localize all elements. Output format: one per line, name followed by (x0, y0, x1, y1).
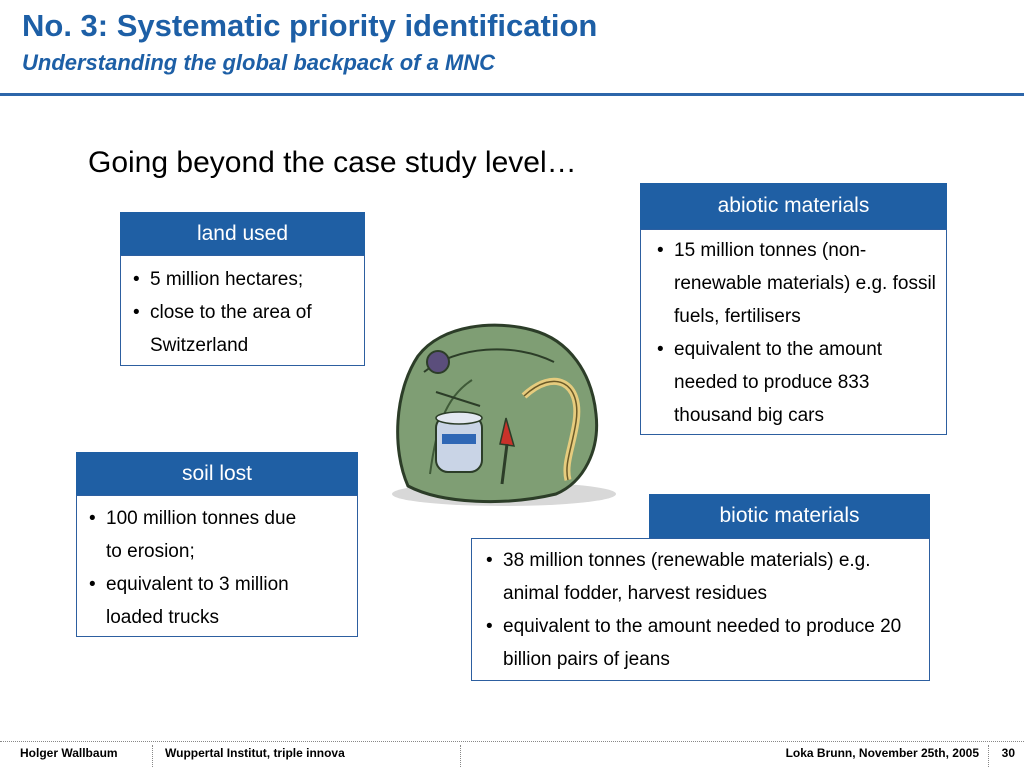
abiotic-materials-bullet: • 15 million tonnes (non-renewable materials) e.g. fossil fuels, fertilisers (651, 234, 936, 333)
page-number: 30 (1001, 746, 1015, 760)
canister-band (442, 434, 476, 444)
soil-lost-bullet: • 100 million tonnes due to erosion; (83, 502, 301, 568)
abiotic-materials-panel (640, 229, 947, 435)
biotic-materials-bullet: • equivalent to the amount needed to produce 20 billion pairs of jeans (480, 610, 919, 676)
land-used-panel (120, 255, 365, 366)
footer-divider (0, 741, 1024, 742)
land-used-bullet: • 5 million hectares; (127, 263, 358, 296)
land-used-title: land used (196, 222, 289, 245)
biotic-materials-panel (471, 538, 930, 681)
slide-title: No. 3: Systematic priority identification (22, 8, 598, 43)
soil-lost-panel (76, 495, 358, 637)
biotic-materials-bullet: • 38 million tonnes (renewable materials) e.g. animal fodder, harvest residues (480, 544, 919, 610)
footer-separator (152, 745, 153, 767)
canister-lid (436, 412, 482, 424)
header-divider (0, 93, 1024, 96)
lead-text: Going beyond the case study level… (88, 146, 577, 179)
footer-author: Holger Wallbaum (20, 746, 118, 760)
backpack-illustration (386, 318, 630, 510)
footer-event: Loka Brunn, November 25th, 2005 (785, 746, 979, 760)
biotic-materials-header (649, 494, 930, 538)
abiotic-materials-title: abiotic materials (717, 194, 870, 217)
abiotic-materials-header (640, 183, 947, 229)
soil-lost-title: soil lost (181, 462, 253, 485)
soil-lost-header (76, 452, 358, 495)
slide-subtitle: Understanding the global backpack of a MNC (22, 50, 496, 75)
soil-lost-bullet: • equivalent to 3 million loaded trucks (83, 568, 301, 634)
abiotic-materials-bullet: • equivalent to the amount needed to produce 833 thousand big cars (651, 333, 936, 432)
footer-separator (460, 745, 461, 767)
land-used-header (120, 212, 365, 255)
rolled-item (427, 351, 449, 373)
footer-organization: Wuppertal Institut, triple innova (165, 746, 345, 760)
biotic-materials-title: biotic materials (719, 504, 860, 527)
footer-separator (988, 745, 989, 767)
land-used-bullet: • close to the area of Switzerland (127, 296, 358, 362)
